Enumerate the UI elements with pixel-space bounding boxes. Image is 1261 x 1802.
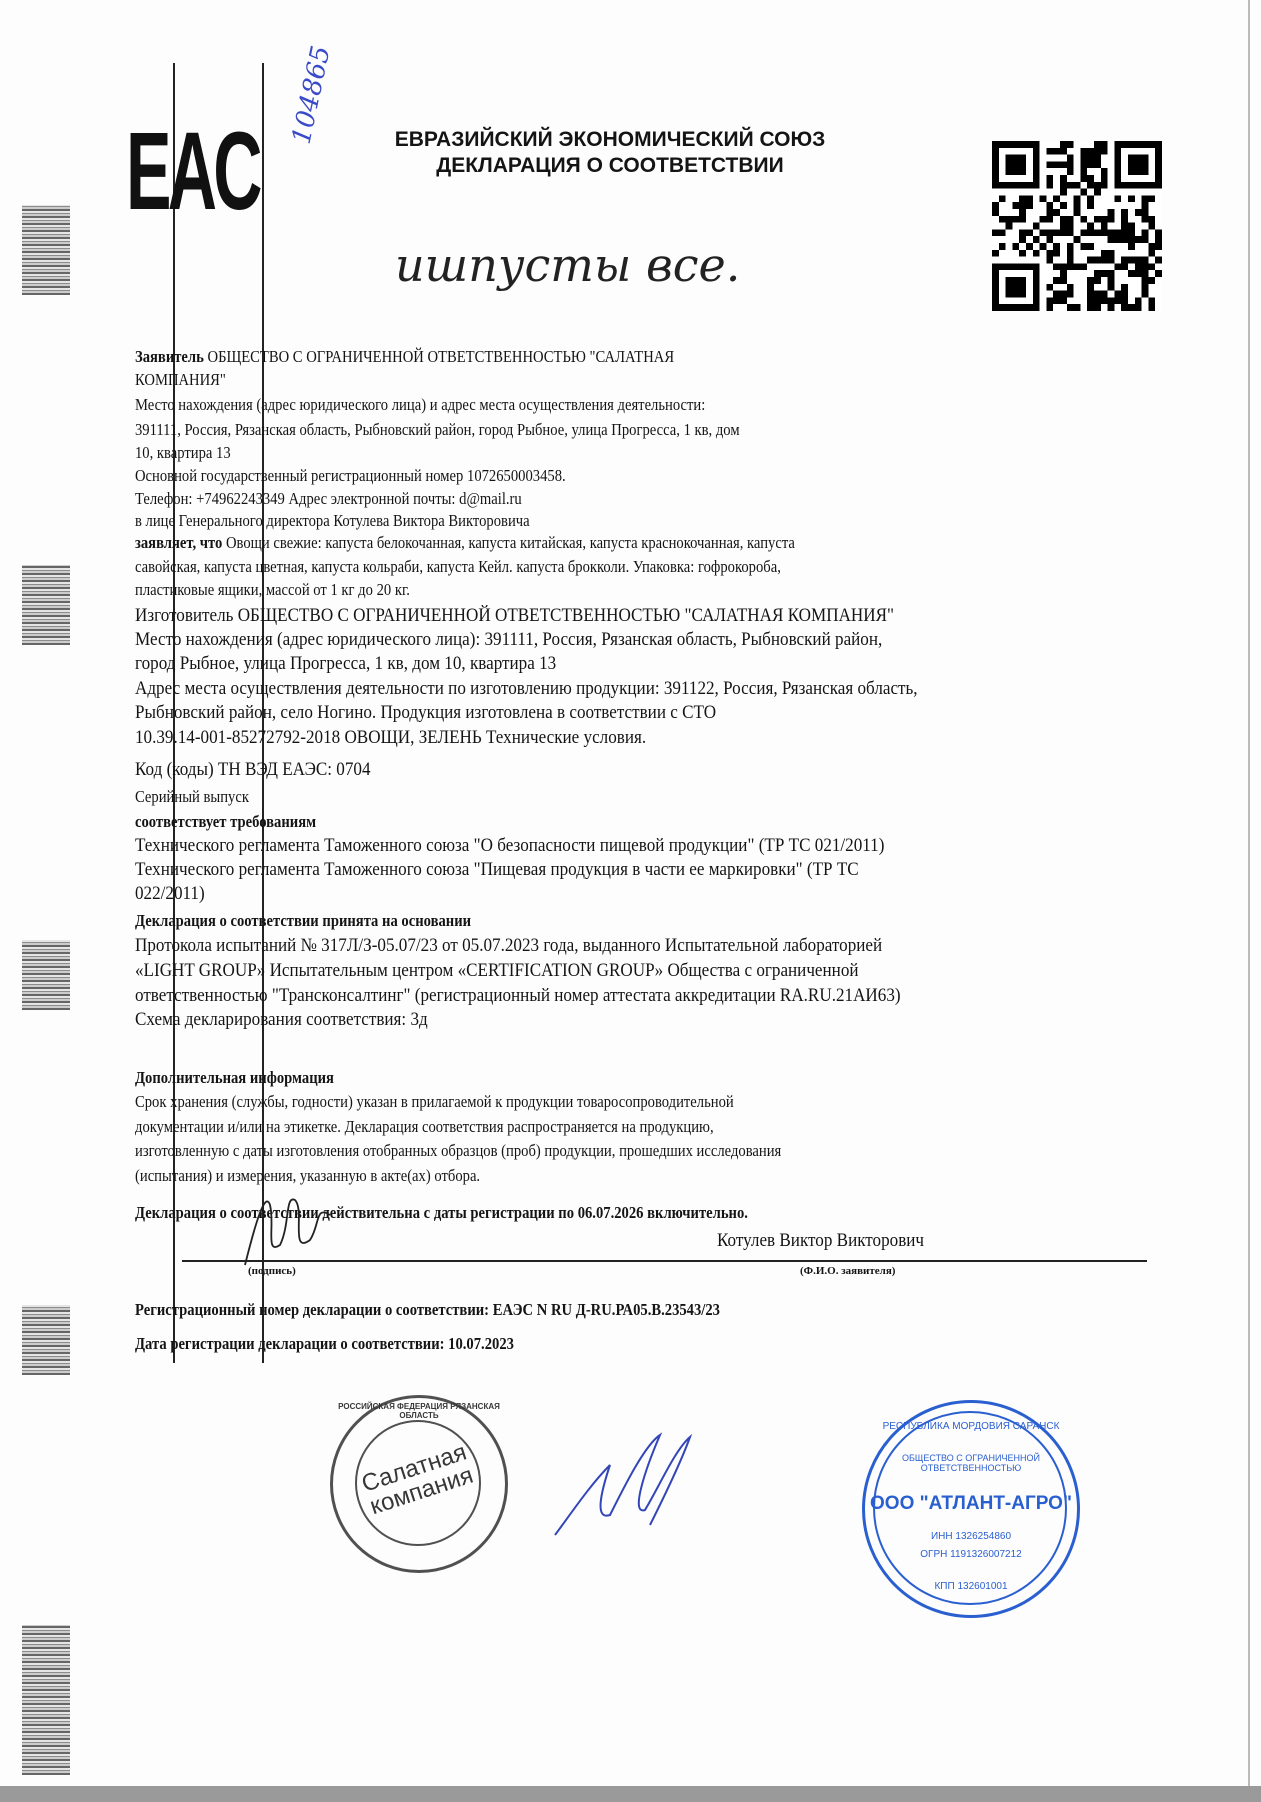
qr-module [1135,209,1142,216]
qr-module [1135,263,1142,270]
qr-module [1142,195,1149,202]
qr-module [1019,229,1026,236]
qr-module [1060,189,1067,196]
qr-module [1108,216,1115,223]
qr-module [1142,257,1149,264]
qr-module [1142,209,1149,216]
qr-module [999,229,1006,236]
qr-module [1067,304,1074,311]
qr-module [1053,195,1060,202]
qr-module [1060,182,1067,189]
qr-module [1012,202,1019,209]
product-description-cont: пластиковые ящики, массой от 1 кг до 20 кг. [135,580,410,599]
handwritten-note: ишпусты все. [395,238,741,292]
qr-module [1060,297,1067,304]
qr-module [1053,263,1060,270]
requirement-2-cont: 022/2011) [135,883,205,904]
qr-module [1148,250,1155,257]
qr-module [1087,243,1094,250]
scan-edge-right [1248,0,1250,1802]
qr-module [1060,202,1067,209]
qr-module [1094,297,1101,304]
requirement-1: Технического регламента Таможенного союза "О безопасности пищевой продукции" (ТР ТС 021/2011) [135,835,885,856]
qr-module [1108,284,1115,291]
qr-module [1067,182,1074,189]
qr-module [1094,277,1101,284]
qr-module [1060,175,1067,182]
qr-module [1067,223,1074,230]
qr-module [1046,257,1053,264]
qr-module [1108,250,1115,257]
qr-module [1053,250,1060,257]
qr-module [1060,216,1067,223]
qr-module [999,216,1006,223]
qr-module [1128,304,1135,311]
qr-module [1094,141,1101,148]
qr-module [1148,195,1155,202]
qr-module [1128,229,1135,236]
qr-module [1094,148,1101,155]
qr-module [1094,161,1101,168]
qr-module [1087,257,1094,264]
qr-module [999,243,1006,250]
qr-module [1053,161,1060,168]
qr-module [1101,291,1108,298]
qr-module [1094,216,1101,223]
qr-module [1033,236,1040,243]
qr-module [1087,277,1094,284]
qr-module [1074,202,1081,209]
qr-module [1142,277,1149,284]
qr-module [1067,229,1074,236]
qr-module [1087,297,1094,304]
production-address-cont: Рыбновский район, село Ногино. Продукция изготовлена в соответствии с СТО [135,702,717,723]
qr-module [1046,284,1053,291]
qr-module [1128,243,1135,250]
qr-module [1128,270,1135,277]
qr-module [1046,229,1053,236]
qr-module [1135,270,1142,277]
qr-module [1006,223,1013,230]
declares-line [135,533,795,553]
qr-module [1108,209,1115,216]
additional-line: изготовленную с даты изготовления отобранных образцов (проб) продукции, прошедших исследования [135,1141,782,1160]
qr-module [1060,270,1067,277]
qr-module [1142,263,1149,270]
applicant-address-cont: 10, квартира 13 [135,443,231,462]
qr-module [1128,257,1135,264]
product-name: Овощи свежие: капуста белокочанная, капуста китайская, капуста краснокочанная, капуста [225,533,795,552]
atlant-agro-stamp [862,1400,1080,1618]
qr-module [1060,229,1067,236]
qr-module [1121,216,1128,223]
qr-module [1033,250,1040,257]
blue-stamp-ring-text: РЕСПУБЛИКА МОРДОВИЯ САРАНСК [882,1421,1060,1432]
qr-module [1094,189,1101,196]
qr-module [1148,304,1155,311]
qr-module [1080,148,1087,155]
qr-module [1101,223,1108,230]
qr-module [1094,182,1101,189]
qr-module [1067,243,1074,250]
qr-module [1060,141,1067,148]
qr-module [1101,168,1108,175]
qr-module [1087,291,1094,298]
qr-module [999,195,1006,202]
qr-module [1067,155,1074,162]
additional-heading: Дополнительная информация [135,1068,334,1087]
blue-stamp-inn: ИНН 1326254860 [930,1531,1012,1542]
handwritten-number: 104865 [286,43,337,147]
qr-module [1046,209,1053,216]
qr-module [1053,209,1060,216]
qr-module [1053,297,1060,304]
qr-module [1108,297,1115,304]
basis-heading: Декларация о соответствии принята на основании [135,911,472,930]
qr-module [1114,297,1121,304]
qr-module [1053,148,1060,155]
applicant-line [135,347,674,367]
qr-module [1128,155,1148,175]
qr-module [1060,277,1067,284]
qr-module [1087,229,1094,236]
qr-module [1074,209,1081,216]
applicant-ogrn: Основной государственный регистрационный номер 1072650003458. [135,466,566,485]
company-stamp-ring-text: РОССИЙСКАЯ ФЕДЕРАЦИЯ РЯЗАНСКАЯ ОБЛАСТЬ [338,1402,500,1420]
qr-module [1101,270,1108,277]
qr-module [1135,297,1142,304]
applicant-representative: в лице Генерального директора Котулева Виктора Викторовича [135,511,530,530]
qr-module [1046,250,1053,257]
applicant-address-label: Место нахождения (адрес юридического лица) и адрес места осуществления деятельности: [135,395,706,414]
qr-module [1080,155,1087,162]
qr-module [1094,229,1101,236]
name-label: (Ф.И.О. заявителя) [800,1265,896,1277]
qr-module [1006,277,1026,297]
additional-line: Срок хранения (службы, годности) указан в прилагаемой к продукции товаросопроводительной [135,1092,734,1111]
qr-module [1040,195,1047,202]
qr-module [1121,209,1128,216]
scan-artifact [22,940,70,1010]
qr-module [1026,229,1033,236]
qr-module [1087,304,1094,311]
qr-module [1080,189,1087,196]
qr-module [992,202,999,209]
qr-module [1114,195,1121,202]
qr-module [992,229,999,236]
qr-module [1067,257,1074,264]
qr-module [1080,175,1087,182]
qr-module [1148,297,1155,304]
qr-module [1114,291,1121,298]
qr-module [1148,216,1155,223]
manufacturer-address: Место нахождения (адрес юридического лица): 391111, Россия, Рязанская область, Рыбновский район, [135,629,883,650]
qr-module [1046,236,1053,243]
product-description: савойская, капуста цветная, капуста кольраби, капуста Кейл. капуста брокколи. Упаковка: гофрокороба, [135,557,781,576]
eac-logo: EAC [126,110,259,233]
qr-module [1067,250,1074,257]
production-address: Адрес места осуществления деятельности по изготовлению продукции: 391122, Россия, Рязанская область, [135,678,918,699]
qr-module [1121,291,1128,298]
applicant-contacts: Телефон: +74962243349 Адрес электронной почты: d@mail.ru [135,489,522,508]
qr-module [1135,257,1142,264]
qr-module [1128,195,1135,202]
qr-module [1019,202,1026,209]
qr-module [1067,141,1074,148]
qr-module [1067,168,1074,175]
qr-module [1135,236,1142,243]
qr-module [1148,243,1155,250]
qr-module [1019,195,1026,202]
qr-module [1087,182,1094,189]
qr-module [1019,216,1026,223]
qr-module [1067,284,1074,291]
additional-line: (испытания) и измерения, указанную в акте(ах) отбора. [135,1166,481,1185]
signatory-name: Котулев Виктор Викторович [717,1230,925,1251]
qr-module [1006,216,1013,223]
qr-module [1121,257,1128,264]
qr-module [1155,243,1162,250]
tn-ved-code: Код (коды) ТН ВЭД ЕАЭС: 0704 [135,759,371,780]
qr-module [1080,263,1087,270]
document-title: ДЕКЛАРАЦИЯ О СООТВЕТСТВИИ [436,154,784,177]
qr-module [1040,216,1047,223]
qr-module [1074,195,1081,202]
qr-module [1101,175,1108,182]
handwritten-signature [550,1425,700,1545]
qr-module [1074,182,1081,189]
applicant-label: Заявитель [135,347,204,366]
qr-module [1094,291,1101,298]
registration-number: Регистрационный номер декларации о соответствии: ЕАЭС N RU Д-RU.РА05.В.23543/23 [135,1300,720,1319]
qr-module [1046,304,1053,311]
qr-module [1108,229,1115,236]
scan-edge-bottom [0,1786,1261,1802]
qr-module [1026,202,1033,209]
qr-module [992,250,999,257]
qr-module [1074,236,1081,243]
qr-module [1033,223,1040,230]
basis-lab: «LIGHT GROUP» Испытательным центром «CERTIFICATION GROUP» Общества с ограниченной [135,960,859,981]
qr-module [992,209,999,216]
qr-module [1142,216,1149,223]
qr-module [1101,297,1108,304]
release-type: Серийный выпуск [135,787,249,806]
qr-module [1121,263,1128,270]
qr-module [1155,270,1162,277]
qr-module [1094,155,1101,162]
company-stamp [330,1395,508,1573]
qr-module [1155,257,1162,264]
qr-module [1053,243,1060,250]
qr-module [1040,243,1047,250]
qr-module [1114,236,1121,243]
qr-module [1108,257,1115,264]
qr-module [1080,161,1087,168]
qr-module [1080,229,1087,236]
qr-module [1121,236,1128,243]
qr-module [1121,304,1128,311]
qr-module [1087,284,1094,291]
qr-module [1087,148,1094,155]
qr-module [1142,229,1149,236]
qr-module [1121,284,1128,291]
qr-module [1142,284,1149,291]
qr-module [1155,236,1162,243]
qr-module [1067,263,1074,270]
qr-module [1074,304,1081,311]
qr-module [1108,236,1115,243]
qr-module [1060,223,1067,230]
scan-artifact [22,205,70,295]
qr-module [1128,236,1135,243]
qr-module [1019,209,1026,216]
additional-line: документации и/или на этикетке. Декларация соответствия распространяется на продукцию, [135,1117,714,1136]
qr-module [1142,291,1149,298]
qr-module [1148,223,1155,230]
applicant-address: 391111, Россия, Рязанская область, Рыбновский район, город Рыбное, улица Прогресса, 1 кв, дом [135,420,740,439]
qr-module [1046,175,1053,182]
qr-module [1148,263,1155,270]
qr-module [1060,161,1067,168]
qr-module [1019,236,1026,243]
qr-module [1087,155,1094,162]
union-title: ЕВРАЗИЙСКИЙ ЭКОНОМИЧЕСКИЙ СОЮЗ [394,128,826,151]
qr-module [1046,297,1053,304]
scan-artifact [22,1625,70,1775]
qr-module [1053,229,1060,236]
qr-module [1067,216,1074,223]
qr-module [1101,141,1108,148]
basis-accreditation: ответственностью "Трансконсалтинг" (регистрационный номер аттестата аккредитации RA.RU.21АИ63) [135,985,901,1006]
qr-module [1155,229,1162,236]
qr-module [1121,223,1128,230]
qr-module [1046,161,1053,168]
qr-module [1019,250,1026,257]
qr-module [1121,229,1128,236]
signature-label: (подпись) [248,1265,296,1277]
qr-module [1074,263,1081,270]
qr-module [1108,304,1115,311]
qr-module [1060,291,1067,298]
manufacturer-name: Изготовитель ОБЩЕСТВО С ОГРАНИЧЕННОЙ ОТВЕТСТВЕННОСТЬЮ "САЛАТНАЯ КОМПАНИЯ" [135,605,895,626]
qr-module [1012,243,1019,250]
qr-module [1046,202,1053,209]
qr-module [1087,175,1094,182]
basis-protocol: Протокола испытаний № 317Л/З-05.07/23 от 05.07.2023 года, выданного Испытательной лабораторией [135,935,883,956]
qr-module [1108,277,1115,284]
qr-module [1080,216,1087,223]
qr-module [1101,250,1108,257]
scan-artifact [22,1305,70,1375]
qr-module [1094,257,1101,264]
qr-module [1142,236,1149,243]
qr-module [1087,195,1094,202]
qr-module [1040,229,1047,236]
company-stamp-center-text: Салатная компания [358,1438,477,1521]
qr-module [1080,243,1087,250]
blue-stamp-kpp: КПП 132601001 [934,1581,1008,1592]
qr-module [1067,161,1074,168]
qr-module [1087,202,1094,209]
qr-module [1060,263,1067,270]
qr-module [1026,195,1033,202]
qr-module [1142,202,1149,209]
manufacturer-address-cont: город Рыбное, улица Прогресса, 1 кв, дом 10, квартира 13 [135,653,557,674]
qr-module [1087,161,1094,168]
qr-module [1101,148,1108,155]
applicant-signature [235,1185,345,1275]
blue-stamp-center: ООО "АТЛАНТ-АГРО" [870,1493,1072,1514]
qr-code [992,138,1162,314]
qr-module [1148,277,1155,284]
qr-module [1101,257,1108,264]
qr-module [1108,270,1115,277]
qr-module [1046,182,1053,189]
qr-module [1114,263,1121,270]
qr-module [1128,223,1135,230]
qr-module [1101,216,1108,223]
qr-module [1135,304,1142,311]
qr-module [1046,148,1053,155]
applicant-name: ОБЩЕСТВО С ОГРАНИЧЕННОЙ ОТВЕТСТВЕННОСТЬЮ "САЛАТНАЯ [207,347,675,366]
validity-period: Декларация о соответствии действительна с даты регистрации по 06.07.2026 включительно. [135,1203,748,1222]
standard: 10.39.14-001-85272792-2018 ОВОЩИ, ЗЕЛЕНЬ Технические условия. [135,727,647,748]
qr-module [1046,216,1053,223]
qr-module [1026,243,1033,250]
qr-module [1101,182,1108,189]
registration-date: Дата регистрации декларации о соответствии: 10.07.2023 [135,1334,514,1353]
qr-module [1053,277,1060,284]
applicant-name-cont: КОМПАНИЯ" [135,370,226,389]
declaration-scheme: Схема декларирования соответствия: 3д [135,1009,428,1030]
blue-stamp-inner-text: ОБЩЕСТВО С ОГРАНИЧЕННОЙ ОТВЕТСТВЕННОСТЬЮ [902,1453,1040,1473]
qr-module [1121,297,1128,304]
requirement-2: Технического регламента Таможенного союза "Пищевая продукция в части ее маркировки" (ТР ТС [135,859,859,880]
scan-artifact [22,565,70,645]
qr-module [1142,270,1149,277]
qr-module [1101,229,1108,236]
blue-stamp-ogrn: ОГРН 1191326007212 [920,1549,1022,1560]
qr-module [1094,270,1101,277]
qr-module [1067,291,1074,298]
qr-module [1012,216,1019,223]
qr-module [1006,155,1026,175]
qr-module [1053,291,1060,298]
qr-module [1087,223,1094,230]
declares-label: заявляет, что [135,533,223,552]
qr-module [1080,168,1087,175]
requirements-heading: соответствует требованиям [135,812,317,831]
qr-module [1114,229,1121,236]
qr-module [1094,304,1101,311]
qr-module [1060,148,1067,155]
